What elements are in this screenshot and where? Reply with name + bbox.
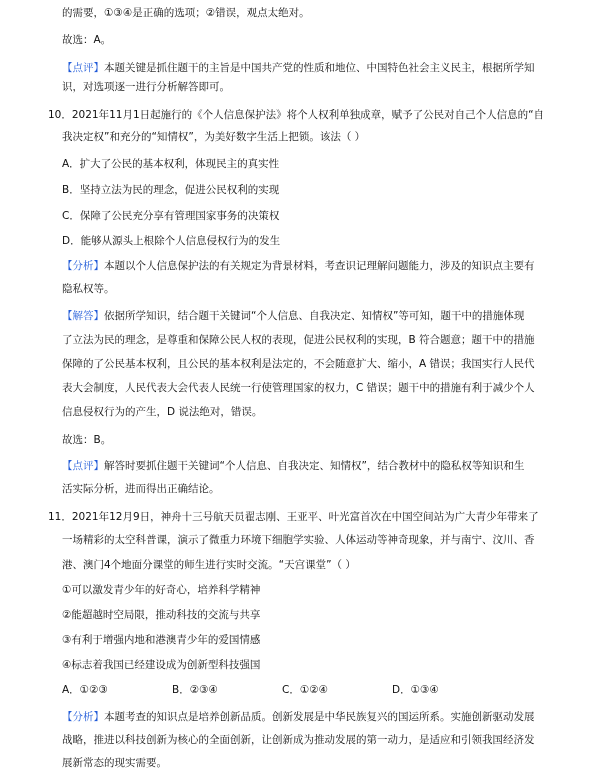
option-b: B．坚持立法为民的理念，促进公民权利的实现 [62,184,280,196]
option-d: D．①③④ [392,684,439,696]
answer-tag: 【解答】 [62,310,104,322]
analysis-tag: 【分析】 [62,260,104,272]
option-d: D．能够从源头上根除个人信息侵权行为的发生 [62,235,281,247]
question-11-stem: 11．2021年12月9日，神舟十三号航天员翟志刚、王亚平、叶光富首次在中国空间站为广大青少年带来了 [48,511,539,523]
text-line: 信息侵权行为的产生，D 说法绝对，错误。 [62,406,263,418]
text-line: 港、澳门4个地面分课堂的师生进行实时交流。“天宫课堂”（ ） [62,559,356,571]
statement-1: ①可以激发青少年的好奇心，培养科学精神 [62,584,261,596]
statement-2: ②能超越时空局限，推动科技的交流与共享 [62,609,261,621]
text-line: 表大会制度，人民代表大会代表人民统一行使管理国家的权力，C 错误；题干中的措施有利于减少个人 [62,382,535,394]
option-c: C．保障了公民充分享有管理国家事务的决策权 [62,210,280,222]
option-b: B．②③④ [172,684,218,696]
text-line: 识，对选项逐一进行分析解答即可。 [62,81,230,93]
statement-4: ④标志着我国已经建设成为创新型科技强国 [62,659,261,671]
text-line: 活实际分析，进而得出正确结论。 [62,483,220,495]
question-10-stem: 10．2021年11月1日起施行的《个人信息保护法》将个人权利单独成章，赋予了公民对自己个人信息的“自 [48,109,545,121]
comment-tag: 【点评】 [62,460,104,472]
text-line: 的需要，①③④是正确的选项；②错误，观点太绝对。 [62,7,310,19]
analysis-line: 【分析】本题以个人信息保护法的有关规定为背景材料，考查识记理解问题能力，涉及的知识点主要有 [62,260,535,272]
comment-tag: 【点评】 [62,62,104,74]
option-a: A．①②③ [62,684,108,696]
analysis-tag: 【分析】 [62,711,104,723]
text-line: 战略，推进以科技创新为核心的全面创新，让创新成为推动发展的第一动力，是适应和引领我国经济发 [62,734,535,746]
text-line: 了立法为民的理念，是尊重和保障公民人权的表现，促进公民权利的实现，B 符合题意；题干中的措施 [62,334,535,346]
comment-line: 【点评】本题关键是抓住题干的主旨是中国共产党的性质和地位、中国特色社会主义民主，根据所学知 [62,62,535,74]
analysis-line: 【分析】本题考查的知识点是培养创新品质。创新发展是中华民族复兴的国运所系。实施创新驱动发展 [62,711,535,723]
answer-line: 【解答】依据所学知识，结合题干关键词“个人信息、自我决定、知情权”等可知，题干中的措施体现 [62,310,525,322]
statement-3: ③有利于增强内地和港澳青少年的爱国情感 [62,634,261,646]
comment-line: 【点评】解答时要抓住题干关键词“个人信息、自我决定、知情权”，结合教材中的隐私权等知识和生 [62,460,525,472]
option-a: A．扩大了公民的基本权利，体现民主的真实性 [62,158,280,170]
text-line: 隐私权等。 [62,283,115,295]
option-c: C．①②④ [282,684,329,696]
text-line: 保障的了公民基本权利，且公民的基本权利是法定的，不会随意扩大、缩小，A 错误；我国实行人民代 [62,358,535,370]
text-line: 展新常态的现实需要。 [62,757,167,769]
text-line: 故选：A。 [62,34,112,46]
text-line: 我决定权”和充分的“知情权”，为美好数字生活上把锁。该法（ ） [62,131,366,143]
text-line: 故选：B。 [62,434,112,446]
text-line: 一场精彩的太空科普课，演示了微重力环境下细胞学实验、人体运动等神奇现象，并与南宁、汶川、香 [62,534,535,546]
